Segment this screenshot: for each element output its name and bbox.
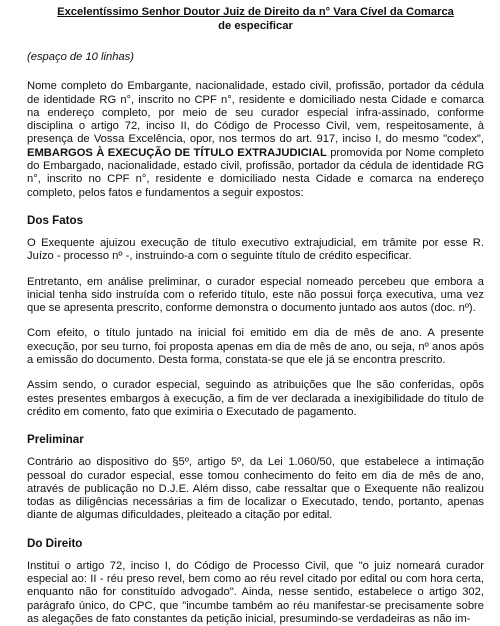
do-direito-paragraph-1: Institui o artigo 72, inciso I, do Código de Processo Civil, que "o juiz nomeará curador especial ao: II - réu preso revel, bem como ao réu revel citado por edital ou com hora certa, enquanto não for constituído advogado". Ainda, nesse sentido, estabelece o artigo 302, parágrafo único, do CPC, que "incumbe também ao réu manifestar-se precisamente sobre as alegações de fato constantes da petição inicial, presumindo-se verdadeiras as não im- (27, 559, 484, 625)
section-heading-preliminar: Preliminar (27, 433, 84, 447)
space-note: (espaço de 10 linhas) (27, 51, 134, 63)
header-line-2: de especificar (218, 19, 293, 32)
dos-fatos-paragraph-2: Entretanto, em análise preliminar, o curador especial nomeado percebeu que embora a inicial tenha sido instruída com o referido título, este não possui força executiva, uma vez que se apresenta prescrito, conforme demonstra o documento juntado aos autos (doc. nº). (27, 275, 484, 315)
dos-fatos-paragraph-1: O Exequente ajuizou execução de título executivo extrajudicial, em trâmite por esse R. Juízo - processo nº -, instruindo-a com o seguinte título de crédito especificar. (27, 236, 484, 263)
document-header (27, 6, 484, 33)
intro-text-part-2: promovida por Nome completo do Embargado, nacionalidade, estado civil, profissão, portador da cédula de identidade RG n°, inscrito no CPF n°, residente e domiciliado nesta Cidade e comarca na endereço completo, pelos fatos e fundamentos a seguir expostos: (27, 146, 485, 199)
intro-paragraph (27, 80, 484, 200)
intro-bold-title: EMBARGOS À EXECUÇÃO DE TÍTULO EXTRAJUDICIAL (27, 146, 327, 159)
header-line-1: Excelentíssimo Senhor Doutor Juiz de Direito da n° Vara Cível da Comarca (57, 6, 454, 18)
preliminar-paragraph-1: Contrário ao dispositivo do §5º, artigo 5º, da Lei 1.060/50, que estabelece a intimação pessoal do curador especial, esse tomou conhecimento do feito em dia de mês de ano, através de publicação no D.J.E. Além disso, cabe ressaltar que o Exequente não realizou todas as diligências necessárias a fim de localizar o Executado, tendo, portanto, apenas diante de algumas dificuldades, pleiteado a citação por edital. (27, 456, 484, 522)
section-heading-do-direito: Do Direito (27, 536, 83, 550)
intro-text-part-1: Nome completo do Embargante, nacionalidade, estado civil, profissão, portador da cédula de identidade RG n°, inscrito no CPF n°, residente e domiciliado nesta Cidade e comarca na endereço completo, por meio de seu curador especial infra-assinado, conforme disciplina o artigo 72, inciso II, do Código de Processo Civil, vem, respeitosamente, à presença de Vossa Excelência, opor, nos termos do art. 917, inciso I, do mesmo "codex", (27, 80, 484, 146)
dos-fatos-paragraph-3: Com efeito, o título juntado na inicial foi emitido em dia de mês de ano. A presente execução, por seu turno, foi proposta apenas em dia de mês de ano, ou seja, nº anos após a emissão do documento. Desta forma, constata-se que ele já se encontra prescrito. (27, 327, 484, 367)
dos-fatos-paragraph-4: Assim sendo, o curador especial, seguindo as atribuições que lhe são conferidas, opõs estes presentes embargos à execução, a fim de ver declarada a inexigibilidade do título de crédito em comento, fato que eximiria o Executado de pagamento. (27, 379, 484, 418)
section-heading-dos-fatos: Dos Fatos (27, 213, 84, 227)
